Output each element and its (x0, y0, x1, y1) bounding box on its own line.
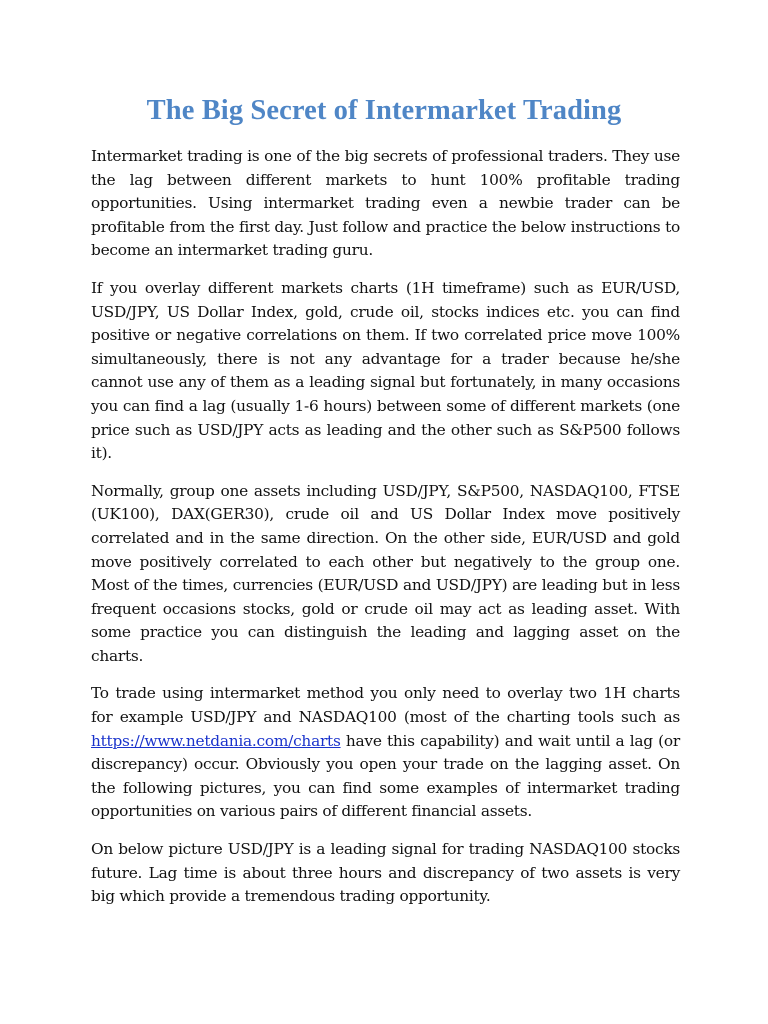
paragraph-method (91, 682, 680, 824)
document-title: The Big Secret of Intermarket Trading (146, 95, 622, 126)
paragraph-example: On below picture USD/JPY is a leading signal for trading NASDAQ100 stocks future. Lag time is about three hours and discrepancy of two assets is very big which provide a tremendous trading opportunity. (91, 840, 680, 906)
method-text-before-link: To trade using intermarket method you only need to overlay two 1H charts for example USD/JPY and NASDAQ100 (most of the charting tools such as (91, 684, 680, 727)
method-text-after-link: have this capability) and wait until a lag (or discrepancy) occur. Obviously you open your trade on the lagging asset. On the following pictures, you can find some examples of intermarket trading opportunities on various pairs of different financial assets. (91, 731, 680, 821)
paragraph-correlations: If you overlay different markets charts (1H timeframe) such as EUR/USD, USD/JPY, US Dollar Index, gold, crude oil, stocks indices etc. you can find positive or negative correlations on them. If two correlated price move 100% simultaneously, there is not any advantage for a trader because he/she cannot use any of them as a leading signal but fortunately, in many occasions you can find a lag (usually 1-6 hours) between some of different markets (one price such as USD/JPY acts as leading and the other such as S&P500 follows it). (91, 278, 680, 463)
document-body (91, 145, 680, 923)
paragraph-asset-groups: Normally, group one assets including USD/JPY, S&P500, NASDAQ100, FTSE (UK100), DAX(GER30), crude oil and US Dollar Index move positively correlated and in the same direction. On the other side, EUR/USD and gold move positively correlated to each other but negatively to the group one. Most of the times, currencies (EUR/USD and USD/JPY) are leading but in less frequent occasions stocks, gold or crude oil may act as leading asset. With some practice you can distinguish the leading and lagging asset on the charts. (91, 481, 680, 665)
paragraph-intro: Intermarket trading is one of the big secrets of professional traders. They use the lag between different markets to hunt 100% profitable trading opportunities. Using intermarket trading even a newbie trader can be profitable from the first day. Just follow and practice the below instructions to become an intermarket trading guru. (91, 147, 680, 260)
netdania-charts-link[interactable]: https://www.netdania.com/charts (91, 731, 341, 750)
